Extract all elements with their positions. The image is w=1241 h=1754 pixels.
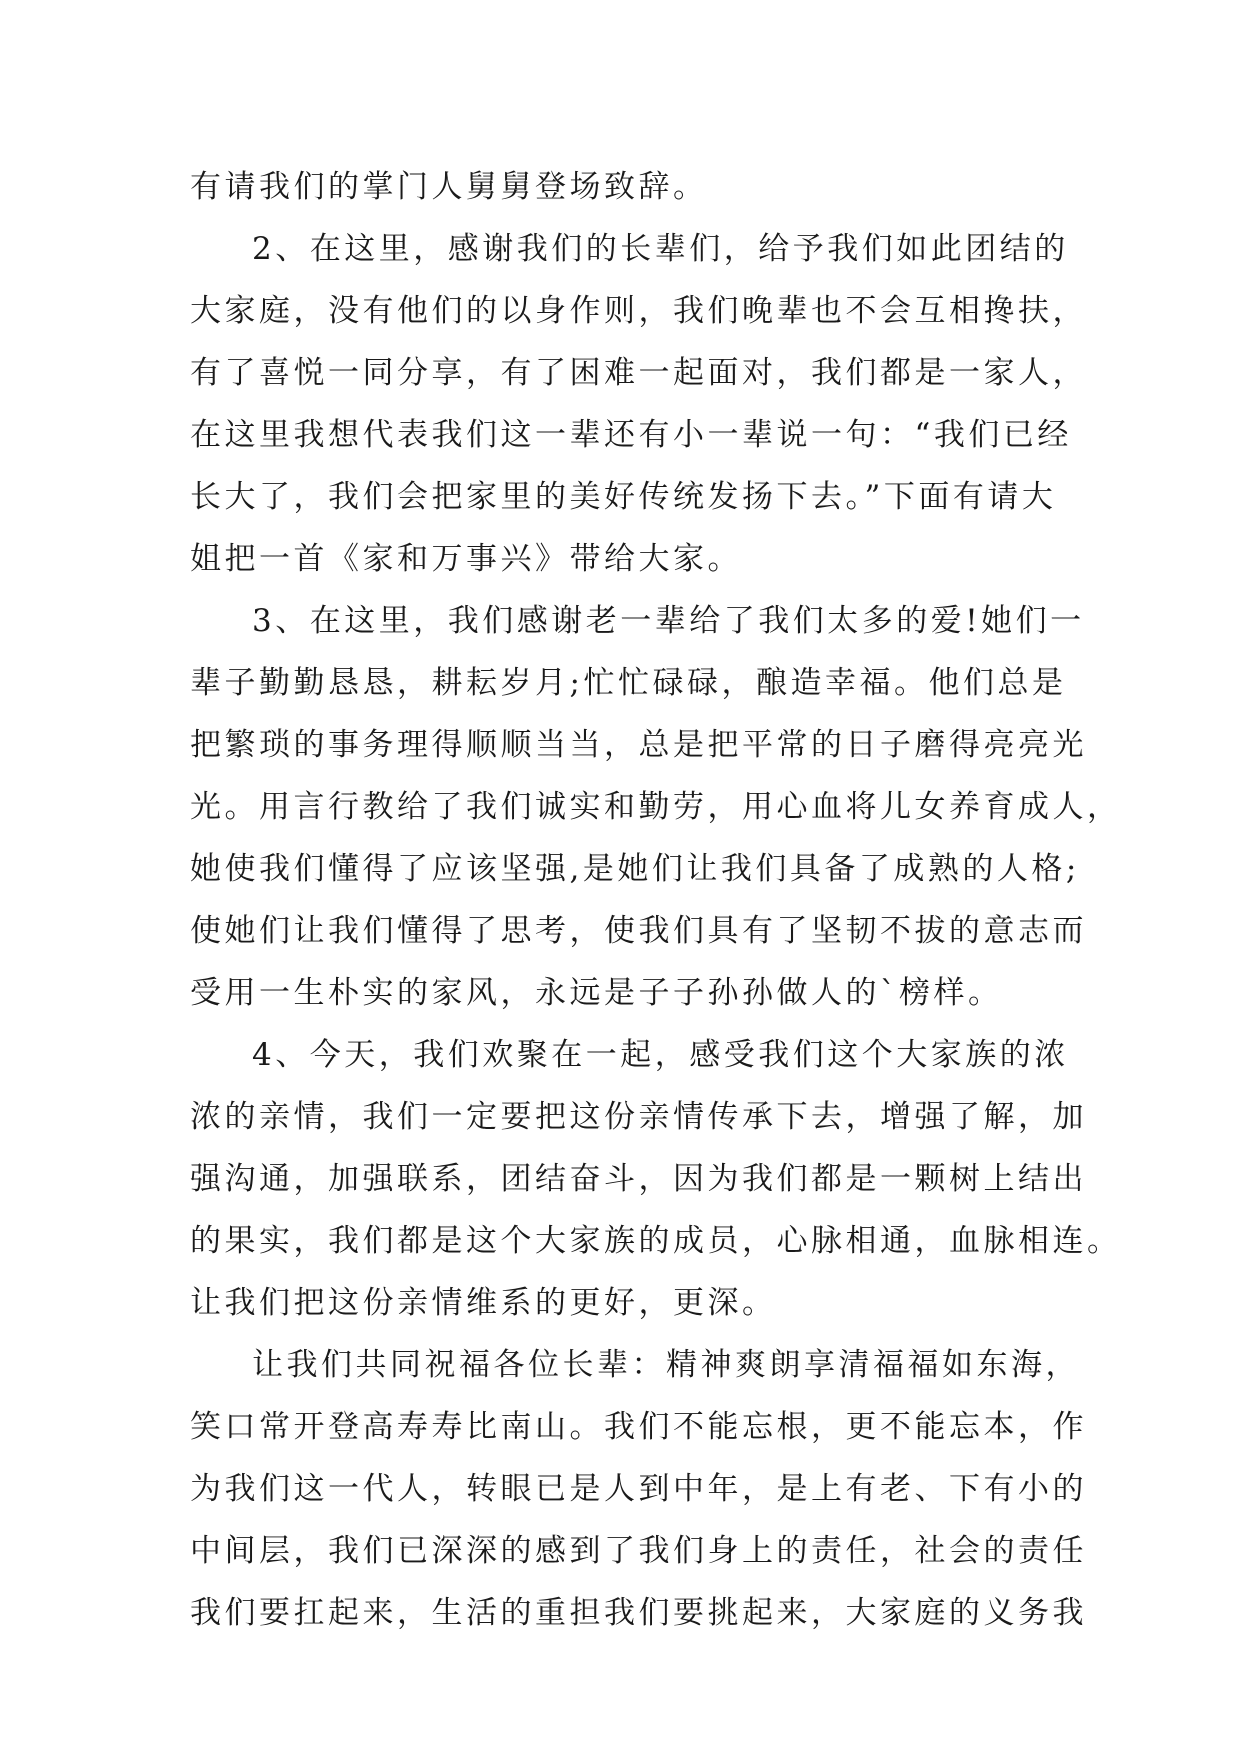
text-line: 有请我们的掌门人舅舅登场致辞。: [190, 169, 708, 205]
text-line: 我们要扛起来，生活的重担我们要挑起来，大家庭的义务我: [190, 1595, 1087, 1631]
text-line: 把繁琐的事务理得顺顺当当，总是把平常的日子磨得亮亮光: [190, 727, 1087, 763]
text-line: 姐把一首《家和万事兴》带给大家。: [190, 541, 742, 577]
text-line: 强沟通，加强联系，团结奋斗，因为我们都是一颗树上结出: [190, 1161, 1087, 1197]
text-line: 笑口常开登高寿寿比南山。我们不能忘根，更不能忘本，作: [190, 1409, 1087, 1445]
paragraph-3-start: 3、在这里，我们感谢老一辈给了我们太多的爱!她们一: [252, 603, 1085, 639]
text-line: 辈子勤勤恳恳，耕耘岁月;忙忙碌碌，酿造幸福。他们总是: [190, 665, 1067, 701]
text-line: 受用一生朴实的家风，永远是子子孙孙做人的`榜样。: [190, 975, 1003, 1011]
text-line: 大家庭，没有他们的以身作则，我们晚辈也不会互相搀扶，: [190, 293, 1087, 329]
text-line: 长大了，我们会把家里的美好传统发扬下去。”下面有请大: [190, 479, 1057, 515]
text-line: 她使我们懂得了应该坚强,是她们让我们具备了成熟的人格;: [190, 851, 1080, 887]
document-body: [190, 156, 1122, 1644]
text-line: 的果实，我们都是这个大家族的成员，心脉相通，血脉相连。: [190, 1223, 1122, 1259]
text-line: 浓的亲情，我们一定要把这份亲情传承下去，增强了解，加: [190, 1099, 1087, 1135]
text-line: 让我们把这份亲情维系的更好，更深。: [190, 1285, 777, 1321]
text-line: 有了喜悦一同分享，有了困难一起面对，我们都是一家人，: [190, 355, 1087, 391]
paragraph-2-start: 2、在这里，感谢我们的长辈们，给予我们如此团结的: [252, 231, 1069, 267]
text-line: 在这里我想代表我们这一辈还有小一辈说一句：“我们已经: [190, 417, 1072, 453]
paragraph-4-start: 4、今天，我们欢聚在一起，感受我们这个大家族的浓: [252, 1037, 1069, 1073]
text-line: 中间层，我们已深深的感到了我们身上的责任，社会的责任: [190, 1533, 1087, 1569]
text-line: 光。用言行教给了我们诚实和勤劳，用心血将儿女养育成人，: [190, 789, 1122, 825]
paragraph-5-start: 让我们共同祝福各位长辈：精神爽朗享清福福如东海，: [252, 1347, 1080, 1383]
text-line: 为我们这一代人，转眼已是人到中年，是上有老、下有小的: [190, 1471, 1087, 1507]
text-line: 使她们让我们懂得了思考，使我们具有了坚韧不拔的意志而: [190, 913, 1087, 949]
